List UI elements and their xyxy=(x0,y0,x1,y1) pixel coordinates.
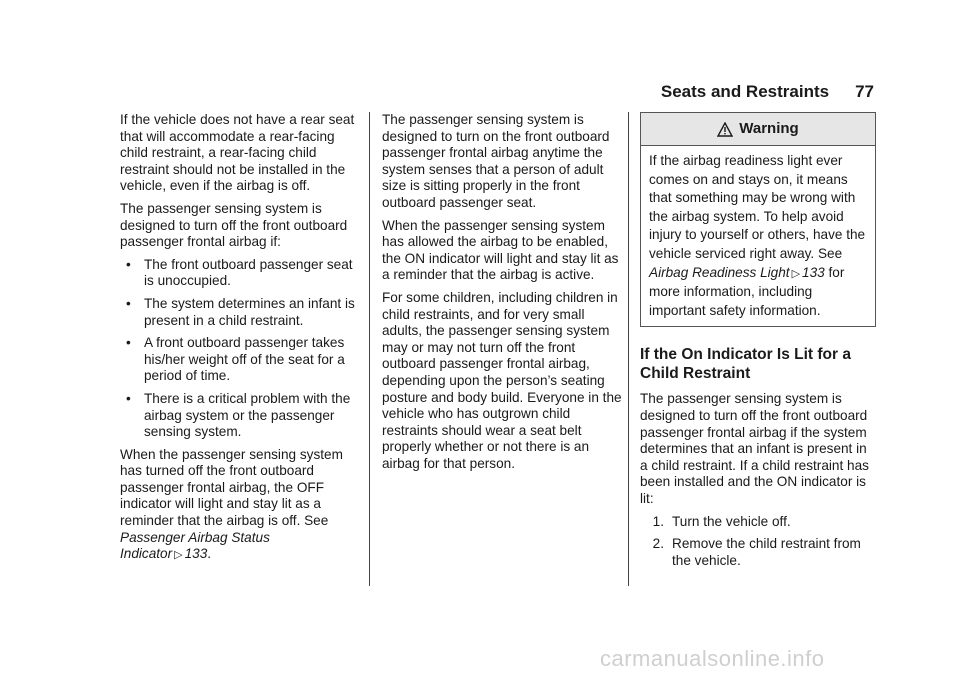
bullet-mark: • xyxy=(126,295,131,311)
numbered-step xyxy=(640,536,876,569)
step-text: Remove the child restraint from the vehicle. xyxy=(672,536,861,568)
warning-text-part: for more information, including important safety information. xyxy=(649,264,845,318)
paragraph-text: When the passenger sensing system has turned off the front outboard passenger frontal airbag, the OFF indicator will light and stay lit as a reminder that the airbag is off. See xyxy=(120,446,343,529)
punctuation: . xyxy=(207,546,212,562)
column-middle xyxy=(382,112,624,478)
step-number: 1. xyxy=(652,513,664,529)
cross-reference-link[interactable]: Passenger Airbag Status Indicator xyxy=(120,529,270,562)
paragraph: The passenger sensing system is designed to turn on the front outboard passenger frontal airbag anytime the system senses that a person of adult size is sitting properly in the front outboard passenger seat. xyxy=(382,112,610,210)
section-heading: If the On Indicator Is Lit for a Child Restraint xyxy=(640,346,851,383)
page-ref-icon: ▷ xyxy=(174,549,183,562)
warning-body xyxy=(641,146,875,326)
warning-text xyxy=(649,152,867,320)
column-right xyxy=(640,112,876,575)
paragraph: For some children, including children in child restraints, and for very small adults, the passenger sensing system may or may not turn off the front outboard passenger frontal airbag, depending upon the person’s seating posture and body build. Everyone in the vehicle who has outgrown child restraints should wear a seat belt properly whether or not there is an airbag for that person. xyxy=(382,289,622,471)
warning-box xyxy=(640,112,876,327)
section-title: Seats and Restraints xyxy=(660,82,830,101)
cross-reference-link[interactable]: Airbag Readiness Light xyxy=(649,264,790,280)
watermark: carmanualsonline.info xyxy=(600,646,825,671)
warning-text-part: If the airbag readiness light ever comes on and stays on, it means that something may be wrong with the airbag system. To help avoid injury to yourself or others, have the vehicle serviced right away. See xyxy=(649,153,866,261)
paragraph: When the passenger sensing system has allowed the airbag to be enabled, the ON indicator will light and stay lit as a reminder that the airbag is active. xyxy=(382,217,619,283)
step-number: 2. xyxy=(652,536,664,552)
numbered-step xyxy=(640,514,876,531)
step-text: Turn the vehicle off. xyxy=(672,513,791,529)
paragraph: The passenger sensing system is designed to turn off the front outboard passenger frontal airbag if the system determines that an infant is present in a child restraint. If a child restraint has been installed and the ON indicator is lit: xyxy=(640,391,869,506)
warning-title: Warning xyxy=(739,119,799,137)
list-item-text: A front outboard passenger takes his/her weight off of the seat for a period of time. xyxy=(144,335,345,384)
list-item-text: The system determines an infant is present in a child restraint. xyxy=(144,295,355,328)
paragraph xyxy=(120,447,362,564)
list-item xyxy=(120,257,362,290)
page-header xyxy=(661,82,874,102)
paragraph: If the vehicle does not have a rear seat that will accommodate a rear-facing child restraint, a rear-facing child restraint should not be installed in the vehicle, even if the airbag is off. xyxy=(120,112,355,194)
cross-reference-page[interactable]: 133 xyxy=(184,546,208,562)
cross-reference-page[interactable]: 133 xyxy=(802,264,825,280)
bullet-mark: • xyxy=(126,390,131,406)
list-item xyxy=(120,296,362,329)
list-item xyxy=(120,391,362,441)
list-item xyxy=(120,335,362,385)
paragraph: The passenger sensing system is designed to turn off the front outboard passenger frontal airbag if: xyxy=(120,200,348,250)
bullet-mark: • xyxy=(126,335,131,351)
list-item-text: The front outboard passenger seat is unoccupied. xyxy=(144,256,353,289)
bullet-mark: • xyxy=(126,256,131,272)
warning-header xyxy=(641,113,875,146)
column-divider xyxy=(628,112,629,586)
page-number: 77 xyxy=(855,82,874,101)
column-divider xyxy=(369,112,370,586)
column-left xyxy=(120,112,362,570)
page-ref-icon: ▷ xyxy=(791,267,801,280)
warning-icon xyxy=(717,122,733,137)
list-item-text: There is a critical problem with the airbag system or the passenger sensing system. xyxy=(144,390,351,440)
